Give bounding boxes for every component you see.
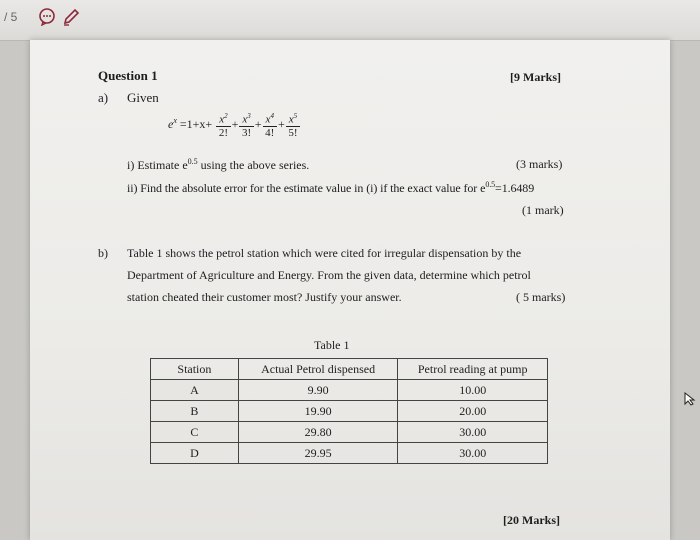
document-page	[30, 40, 670, 540]
series-formula: $e^x =1+x+$ $\frac{x^2}{2!}$ + $\frac{x^3}{3!}$ + $\frac{x^4}{4!}$ + $\frac{x^5}{5!}$	[168, 112, 301, 150]
table-caption: Table 1	[314, 338, 350, 352]
reading-cell: 30.00	[398, 422, 548, 443]
formula-term: $\frac{x^2}{2!}$	[216, 112, 230, 139]
viewer-toolbar	[0, 0, 700, 41]
pen-icon[interactable]	[62, 8, 80, 31]
sub-question-ii-marks: (1 mark)	[522, 203, 564, 217]
reading-cell: 30.00	[398, 443, 548, 464]
part-b-marks: ( 5 marks)	[516, 290, 566, 304]
part-b-line-2: Department of Agriculture and Energy. From the given data, determine which petrol	[127, 268, 531, 282]
mouse-cursor-icon	[684, 392, 696, 411]
reading-cell: 10.00	[398, 380, 548, 401]
part-b-line-1: Table 1 shows the petrol station which were cited for irregular dispensation by the	[127, 246, 522, 260]
station-cell: D	[151, 443, 239, 464]
table-row	[151, 422, 548, 443]
station-cell: B	[151, 401, 239, 422]
actual-cell: 19.90	[238, 401, 398, 422]
formula-lhs: e	[168, 117, 174, 132]
formula-term: $\frac{x^5}{5!}$	[286, 112, 300, 139]
station-cell: C	[151, 422, 239, 443]
column-header: Actual Petrol dispensed	[238, 359, 398, 380]
footer-marks: [20 Marks]	[503, 513, 560, 527]
formula-lhs-exponent: x	[173, 116, 177, 126]
table-row	[151, 401, 548, 422]
column-header: Station	[151, 359, 239, 380]
column-header: Petrol reading at pump	[398, 359, 548, 380]
station-cell: A	[151, 380, 239, 401]
table-row	[151, 443, 548, 464]
page-indicator: / 5	[4, 10, 18, 24]
actual-cell: 9.90	[238, 380, 398, 401]
total-marks: [9 Marks]	[510, 70, 561, 84]
question-title: Question 1	[98, 68, 158, 83]
table-header-row	[151, 359, 548, 380]
part-a-label: a)	[98, 90, 109, 105]
sub-question-i-marks: (3 marks)	[516, 157, 563, 171]
formula-prefix: =1+x+	[176, 117, 213, 132]
table-row	[151, 380, 548, 401]
comment-icon[interactable]	[38, 8, 56, 31]
part-b-label: b)	[98, 246, 108, 260]
part-a-intro: Given	[127, 90, 159, 105]
petrol-table	[150, 358, 548, 464]
sub-question-i: i) Estimate $e^{0.5}$ using the above series.	[127, 157, 310, 172]
actual-cell: 29.95	[238, 443, 398, 464]
formula-term: $\frac{x^3}{3!}$	[239, 112, 253, 139]
sub-question-ii: ii) Find the absolute error for the estimate value in (i) if the exact value for $e^{0.5}=1.6489$	[127, 180, 535, 195]
formula-term: $\frac{x^4}{4!}$	[263, 112, 277, 139]
actual-cell: 29.80	[238, 422, 398, 443]
reading-cell: 20.00	[398, 401, 548, 422]
part-b-line-3: station cheated their customer most? Justify your answer.	[127, 290, 402, 304]
